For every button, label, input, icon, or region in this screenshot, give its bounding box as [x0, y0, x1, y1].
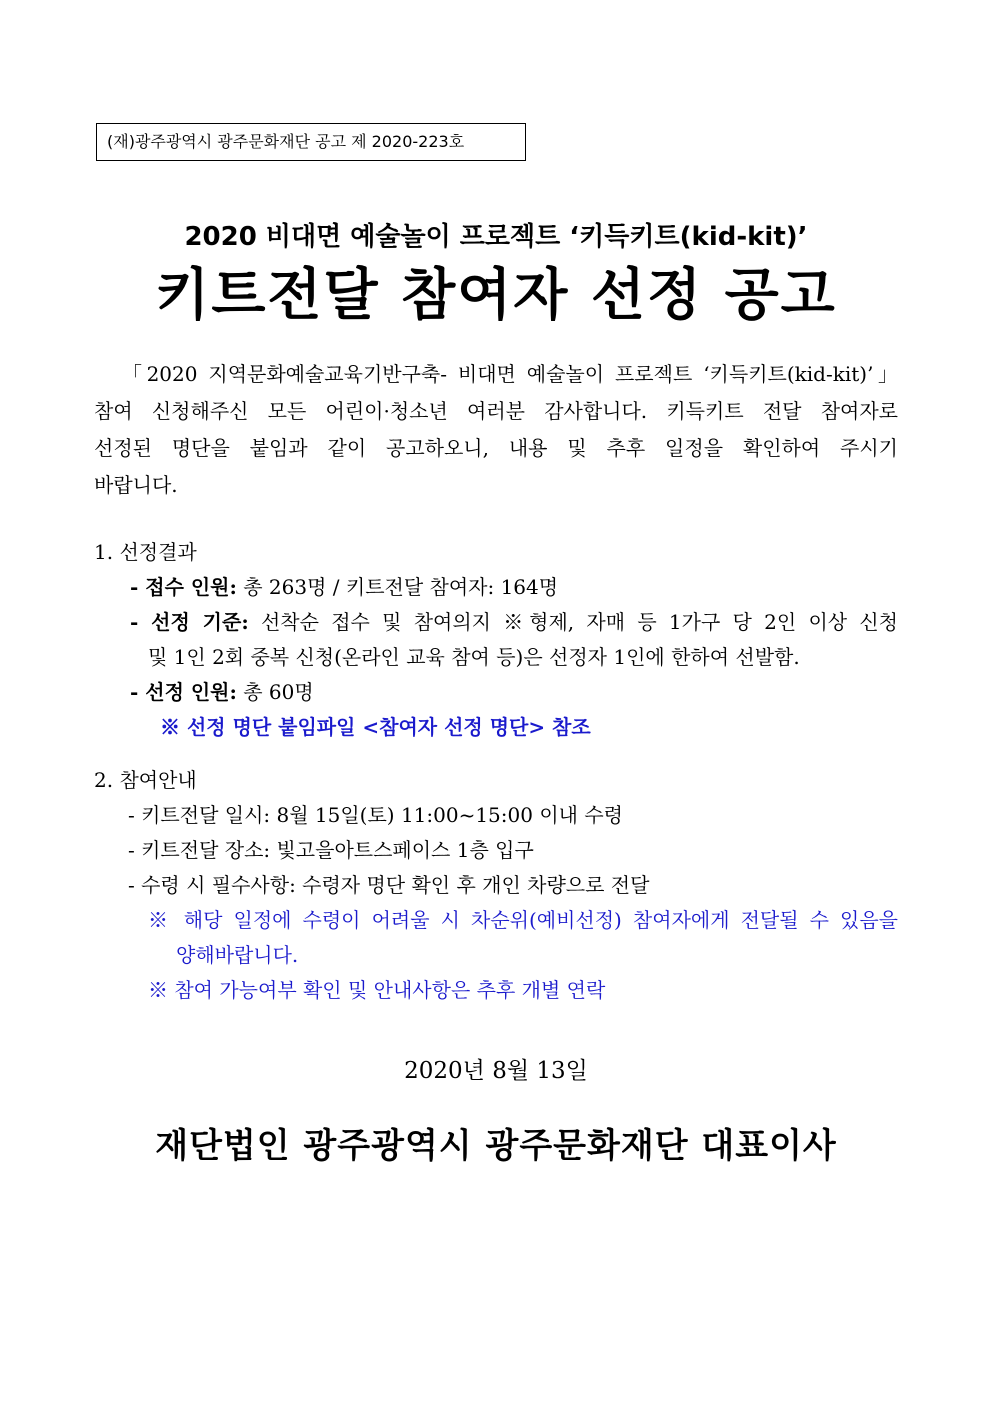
- section-heading: 1. 선정결과: [94, 540, 197, 564]
- section-heading: 2. 참여안내: [94, 768, 197, 792]
- guide-note-alternate: ※ 해당 일정에 수령이 어려울 시 차순위(예비선정) 참여자에게 전달될 수 있음을: [148, 908, 898, 932]
- result-item-criteria-continued: [148, 641, 800, 670]
- result-item-selected-count: [130, 676, 314, 705]
- item-text: 총 263명 / 키트전달 참여자: 164명: [236, 575, 559, 599]
- notice-number-box: [96, 123, 526, 161]
- document-subtitle: 2020 비대면 예술놀이 프로젝트 ‘키득키트(kid-kit)’: [184, 222, 808, 252]
- guide-note-contact: ※ 참여 가능여부 확인 및 안내사항은 추후 개별 연락: [148, 978, 606, 1002]
- item-text: 선착순 접수 및 참여의지 ※형제, 자매 등 1가구 당 2인 이상 신청: [248, 610, 898, 634]
- intro-line: 선정된 명단을 붙임과 같이 공고하오니, 내용 및 추후 일정을 확인하여 주시기: [94, 436, 898, 460]
- item-label: - 선정 기준:: [130, 610, 249, 634]
- selection-list-note: ※ 선정 명단 붙임파일 <참여자 선정 명단> 참조: [160, 715, 591, 739]
- guide-item-date: - 키트전달 일시: 8월 15일(토) 11:00~15:00 이내 수령: [128, 803, 623, 827]
- item-text: 총 60명: [236, 680, 314, 704]
- intro-line: 바랍니다.: [94, 473, 178, 497]
- guide-note-alternate-continued: 양해바랍니다.: [176, 943, 299, 967]
- announcement-date: 2020년 8월 13일: [404, 1058, 588, 1084]
- notice-number: (재)광주광역시 광주문화재단 공고 제 2020-223호: [107, 132, 465, 151]
- item-label: - 선정 인원:: [130, 680, 237, 704]
- result-item-criteria: [130, 606, 898, 635]
- item-text: 및 1인 2회 중복 신청(온라인 교육 참여 등)은 선정자 1인에 한하여 선발함.: [148, 645, 800, 669]
- document-title: 키트전달 참여자 선정 공고: [155, 263, 837, 328]
- intro-line: 「2020 지역문화예술교육기반구축- 비대면 예술놀이 프로젝트 ‘키득키트(kid-kit)’」: [122, 362, 898, 386]
- guide-item-requirements: - 수령 시 필수사항: 수령자 명단 확인 후 개인 차량으로 전달: [128, 873, 650, 897]
- intro-paragraph: [94, 356, 898, 504]
- intro-line: 참여 신청해주신 모든 어린이·청소년 여러분 감사합니다. 키득키트 전달 참여자로: [94, 399, 898, 423]
- issuer-signature: 재단법인 광주광역시 광주문화재단 대표이사: [155, 1126, 837, 1166]
- guide-item-location: - 키트전달 장소: 빛고을아트스페이스 1층 입구: [128, 838, 534, 862]
- item-label: - 접수 인원:: [130, 575, 237, 599]
- result-item-applicants: [130, 571, 558, 600]
